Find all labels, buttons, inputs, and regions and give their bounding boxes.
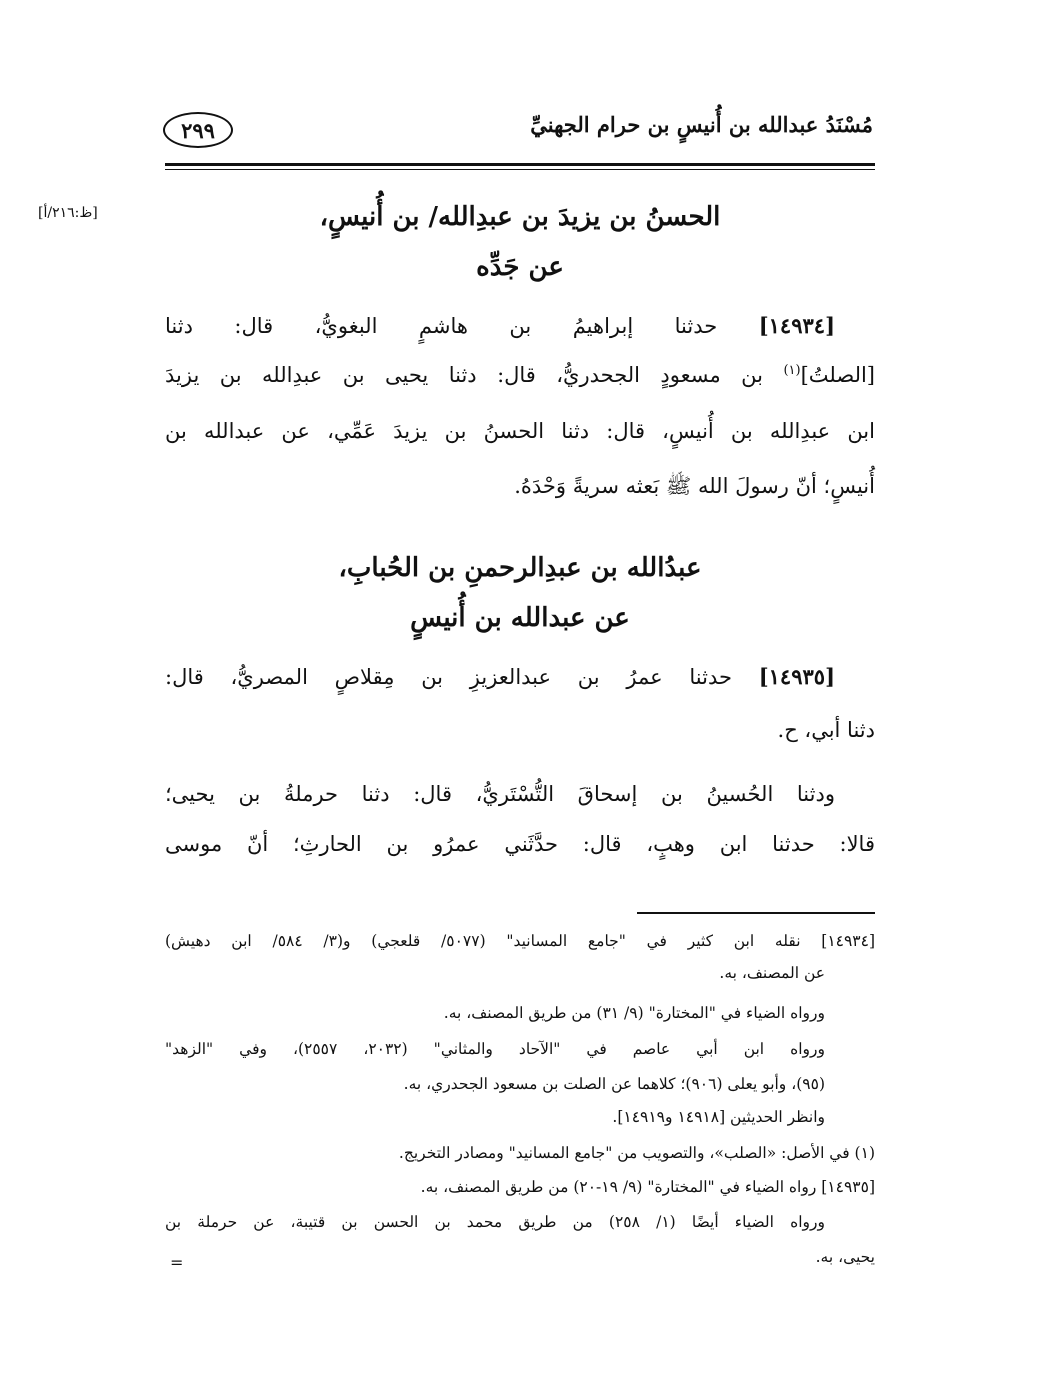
hadith-text-bracket: [الصلتُ]	[800, 363, 875, 387]
section-heading-2-line2: عن عبدالله بن أُنيسٍ	[410, 603, 630, 633]
section-heading-2-line1: عبدُالله بن عبدِالرحمنِ بن الحُبابِ،	[338, 553, 702, 583]
footnote-line: (١) في الأصل: «الصلب»، والتصويب من "جامع المسانيد" ومصادر التخريج.	[398, 1144, 875, 1162]
footnote-line: (٩٥)، وأبو يعلى (٩٠٦)؛ كلاهما عن الصلت بن مسعود الجحدري، به.	[403, 1075, 825, 1093]
header-rule-thin	[165, 169, 875, 170]
footnote-line: عن المصنف، به.	[719, 964, 825, 982]
footnote-line: ورواه الضياء أيضًا (١/ ٢٥٨) من طريق محمد بن الحسن بن قتيبة، عن حرملة بن	[165, 1213, 826, 1231]
footnote-line: وانظر الحديثين [١٤٩١٨ و١٤٩١٩].	[612, 1108, 825, 1126]
hadith-14935-line3: ودثنا الحُسينُ بن إسحاقَ التُّسْتَريُّ، قال: دثنا حرملةُ بن يحيى؛	[165, 782, 835, 806]
footnote-marker: (١)	[783, 363, 801, 378]
section-heading-1	[165, 192, 875, 292]
hadith-14935-line4: قالا: حدثنا ابن وهبٍ، قال: حدَّثَني عمرُو بن الحارثِ؛ أنّ موسى	[165, 832, 875, 856]
page-number: ٢٩٩	[181, 117, 215, 143]
hadith-number: [١٤٩٣٥]	[758, 664, 835, 689]
section-heading-2	[165, 543, 875, 643]
section-heading-1-line2: عن جَدِّه	[476, 252, 564, 282]
continuation-mark: =	[170, 1253, 184, 1272]
hadith-14935-line2: دثنا أبي، ح.	[777, 718, 875, 742]
section-heading-1-line1: الحسنُ بن يزيدَ بن عبدِالله/ بن أُنيسٍ،	[319, 202, 721, 232]
manuscript-margin-reference: [ظ:٢١٦/أ]	[38, 205, 98, 221]
hadith-14934-line2	[165, 363, 875, 387]
hadith-14934-line3: ابن عبدِالله بن أُنيسٍ، قال: دثنا الحسنُ بن يزيدَ عَمِّي، عن عبدالله بن	[165, 419, 875, 443]
footnote-separator	[637, 912, 875, 914]
hadith-14935-line1	[165, 664, 875, 689]
hadith-14934-line4: أُنيسٍ؛ أنّ رسولَ الله ﷺ بَعثه سريةً وَحْدَهُ.	[514, 474, 875, 498]
page-number-badge	[163, 112, 233, 148]
footnote-line: يحيى، به.	[815, 1248, 875, 1266]
hadith-14934-line1	[165, 313, 875, 338]
footnote-line: [١٤٩٣٤] نقله ابن كثير في "جامع المسانيد" (٥٠٧٧/ قلعجي) و(٣/ ٥٨٤/ ابن دهيش)	[165, 932, 876, 950]
header-rule-thick	[165, 163, 875, 166]
footnote-line: ورواه ابن أبي عاصم في "الآحاد والمثاني" (٢٠٣٢، ٢٥٥٧)، وفي "الزهد"	[165, 1040, 825, 1058]
footnote-line: ورواه الضياء في "المختارة" (٩/ ٣١) من طريق المصنف، به.	[443, 1004, 825, 1022]
footnote-line: [١٤٩٣٥] رواه الضياء في "المختارة" (٩/ ١٩-٢٠) من طريق المصنف، به.	[420, 1178, 875, 1196]
hadith-text: بن مسعودٍ الجحدريُّ، قال: دثنا يحيى بن عبدِالله بن يزيدَ	[165, 363, 784, 387]
hadith-text: حدثنا إبراهيمُ بن هاشمٍ البغويُّ، قال: دثنا	[165, 314, 718, 338]
hadith-text: حدثنا عمرُ بن عبدالعزيزِ بن مِقلاصٍ المصريُّ، قال:	[165, 665, 732, 689]
hadith-number: [١٤٩٣٤]	[758, 313, 835, 338]
running-header-title: مُسْنَدُ عبدالله بن أُنيسٍ بن حرام الجهنيِّ	[530, 112, 873, 137]
